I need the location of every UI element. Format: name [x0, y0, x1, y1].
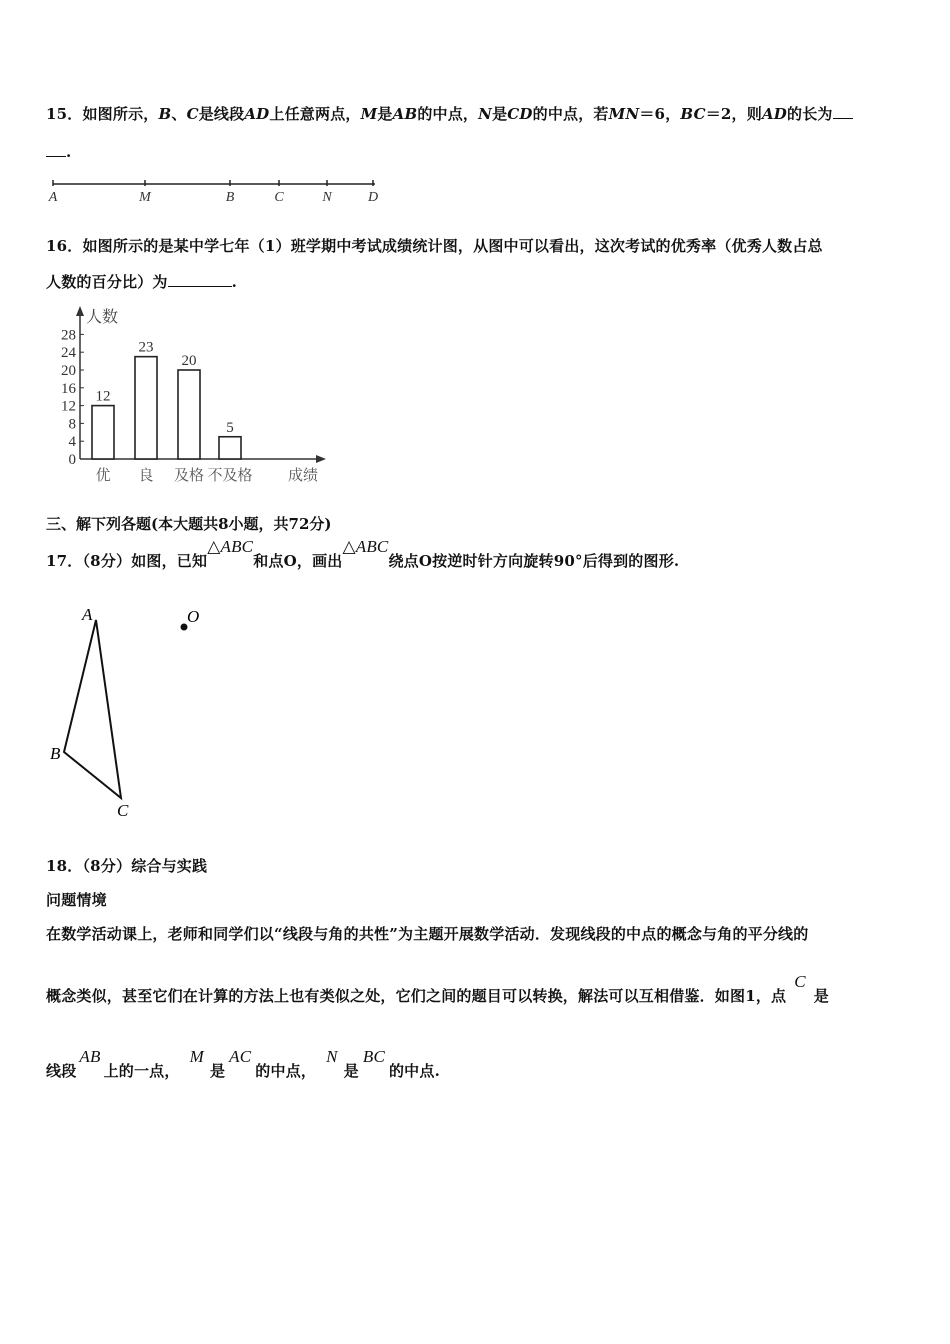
y-tick-label: 8	[68, 416, 76, 433]
math-var: N	[326, 1047, 338, 1066]
answer-blank	[46, 155, 66, 157]
bar-value-label: 23	[138, 339, 154, 356]
q15-text-part: 的中点，	[417, 105, 479, 123]
q15-text-part: 的中点，若	[532, 105, 609, 123]
y-tick-label: 24	[61, 345, 76, 362]
bar-及格	[178, 370, 200, 459]
q15-text-part: 是	[492, 105, 508, 123]
q15-text-part: 如图所示，	[82, 105, 159, 123]
segment-point-label-a: A	[48, 190, 58, 205]
bar-value-label: 5	[226, 419, 234, 436]
answer-blank	[833, 117, 853, 119]
segment-point-label-b: B	[225, 190, 235, 205]
label-b: B	[50, 744, 61, 763]
math-var: AB	[79, 1047, 101, 1066]
q18-text-part: 的中点.	[388, 1062, 441, 1080]
x-axis-label: 成绩	[287, 468, 319, 484]
q18-text-part: 是	[209, 1062, 226, 1080]
category-label: 良	[138, 468, 154, 484]
math-var: C	[186, 105, 199, 123]
math-var: M	[360, 105, 378, 123]
q17-text	[46, 537, 680, 571]
math-var: AC	[229, 1047, 252, 1066]
q15-text-part: ＝2，则	[705, 105, 762, 123]
math-var: N	[478, 105, 493, 123]
q18-paragraph-line2	[46, 972, 829, 1006]
q15-text-cont	[46, 143, 71, 161]
category-label: 优	[95, 468, 111, 484]
y-tick-label: 4	[68, 434, 76, 451]
q16-text-cont	[46, 271, 237, 292]
score-bar-chart	[44, 302, 334, 496]
q16-text: 16．如图所示的是某中学七年（1）班学期中考试成绩统计图，从图中可以看出，这次考试的优秀率（优秀人数占总	[46, 237, 823, 255]
q18-text-part: 概念类似，甚至它们在计算的方法上也有类似之处，它们之间的题目可以转换，解法可以互相借鉴．如图1，点	[46, 987, 787, 1005]
y-tick-label: 0	[68, 452, 76, 468]
segment-figure	[46, 174, 386, 208]
math-var: BC	[680, 105, 706, 123]
y-tick-label: 20	[61, 363, 76, 379]
math-var: CD	[507, 105, 533, 123]
segment-point-label-c: C	[274, 190, 284, 205]
y-axis-label: 人数	[86, 309, 119, 326]
q15-tail: .	[66, 143, 72, 161]
bar-不及格	[219, 437, 241, 459]
label-o: O	[187, 607, 200, 626]
q18-paragraph-line1: 在数学活动课上，老师和同学们以“线段与角的共性”为主题开展数学活动．发现线段的中点的概念与角的平分线的	[46, 925, 809, 943]
category-label: 及格	[173, 468, 205, 484]
segment-point-label-d: D	[367, 190, 379, 205]
triangle-figure	[44, 602, 214, 822]
q18-text-part: 上的一点，	[103, 1062, 180, 1080]
bar-value-label: 20	[181, 353, 197, 369]
triangle-abc-formula: △ABC	[207, 537, 254, 556]
triangle-abc-formula: △ABC	[342, 537, 389, 556]
math-var: AD	[244, 105, 270, 123]
x-axis-arrow	[316, 455, 326, 463]
bar-value-label: 12	[95, 388, 111, 405]
bar-优	[92, 406, 114, 459]
q18-title: 18．（8分）综合与实践	[46, 857, 208, 875]
q18-subtitle: 问题情境	[46, 891, 107, 909]
q15-number: 15．	[46, 105, 83, 123]
math-var: B	[158, 105, 172, 123]
math-var: C	[794, 972, 806, 991]
answer-blank	[168, 285, 232, 287]
category-label: 不及格	[207, 468, 253, 484]
math-var: MN	[608, 105, 640, 123]
y-tick-label: 28	[61, 327, 76, 344]
q15-text-part: 、	[171, 105, 187, 123]
q15-text-part: ＝6，	[639, 105, 681, 123]
bar-良	[135, 357, 157, 459]
q17-text-part: 和点O，画出	[253, 552, 343, 570]
y-tick-label: 12	[61, 398, 76, 415]
triangle-abc	[64, 620, 121, 798]
label-c: C	[117, 801, 129, 820]
math-var: BC	[362, 1047, 385, 1066]
label-a: A	[82, 605, 93, 624]
q15-text-part: 是	[377, 105, 393, 123]
q15-text-part: 的长为	[787, 105, 833, 123]
section-heading: 三、解下列各题(本大题共8小题，共72分)	[46, 515, 332, 533]
q18-text-part: 线段	[46, 1062, 77, 1080]
q15-text	[46, 103, 853, 124]
q18-text-part: 是	[343, 1062, 359, 1080]
q16-text-part: 人数的百分比）为	[46, 273, 168, 291]
math-var: AB	[392, 105, 418, 123]
segment-point-label-m: M	[139, 190, 151, 205]
q15-text-part: 是线段	[198, 105, 245, 123]
q17-text-part: 17．（8分）如图，已知	[46, 552, 208, 570]
q16-text-part: .	[231, 273, 238, 291]
segment-point-label-n: N	[322, 190, 332, 205]
y-axis-arrow	[76, 306, 84, 316]
q15-text-part: 上任意两点，	[269, 105, 361, 123]
math-var: M	[189, 1047, 204, 1066]
q18-text-part: 的中点，	[255, 1062, 317, 1080]
q18-text-part: 是	[813, 987, 829, 1005]
y-tick-label: 16	[61, 380, 76, 397]
math-var: AD	[761, 105, 787, 123]
q17-text-part: 绕点O按逆时针方向旋转90°后得到的图形.	[388, 552, 680, 570]
q18-paragraph-line3	[46, 1047, 441, 1081]
